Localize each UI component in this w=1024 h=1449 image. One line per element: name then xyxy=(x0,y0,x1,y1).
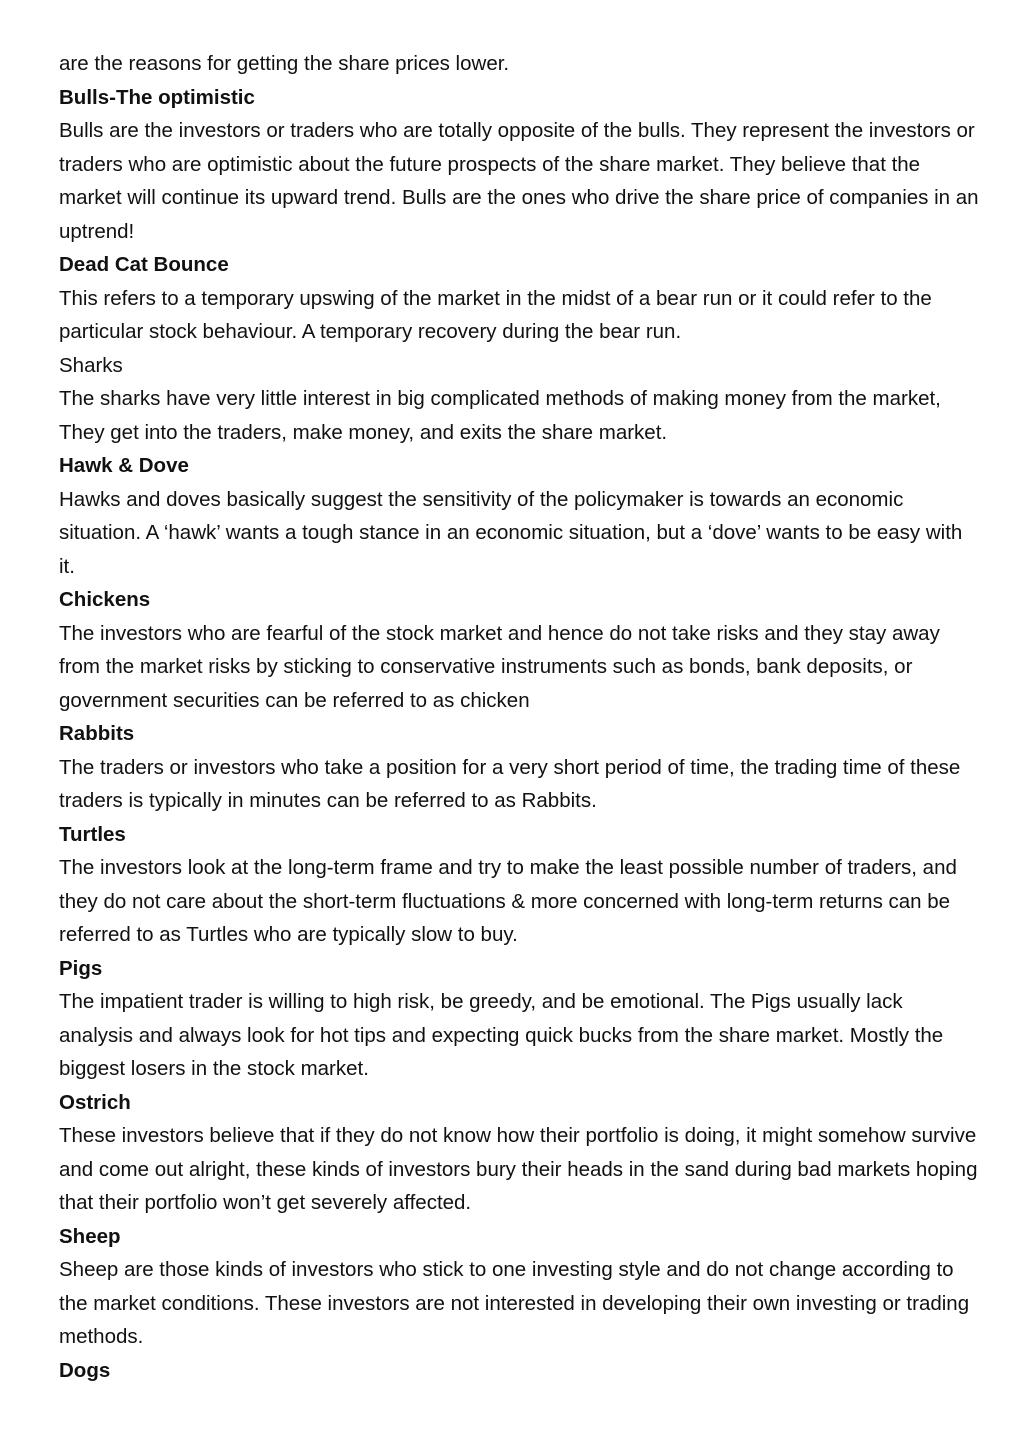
section-heading-chickens: Chickens xyxy=(59,588,151,611)
section-body-dead-cat-bounce: This refers to a temporary upswing of the market in the midst of a bear run or it could refer to the particular stock behaviour. A temporary recovery during the bear run. xyxy=(59,286,932,343)
section-heading-dogs: Dogs xyxy=(59,1358,111,1382)
section-body-sheep: Sheep are those kinds of investors who stick to one investing style and do not change according to the market conditions. These investors are not interested in developing their own investing or trading methods. xyxy=(59,1258,970,1348)
section-body-chickens: The investors who are fearful of the stock market and hence do not take risks and they stay away from the market risks by sticking to conservative instruments such as bonds, bank deposits, or government securities can be referred to as chicken xyxy=(59,621,940,712)
section-heading-dead-cat-bounce: Dead Cat Bounce xyxy=(59,253,229,276)
section-heading-turtles: Turtles xyxy=(59,822,126,846)
section-body-rabbits: The traders or investors who take a position for a very short period of time, the trading time of these traders is typically in minutes can be referred to as Rabbits. xyxy=(59,755,961,812)
section-body-pigs: The impatient trader is willing to high risk, be greedy, and be emotional. The Pigs usually lack analysis and always look for hot tips and expecting quick bucks from the share market. Mostly the biggest losers in the stock market. xyxy=(59,990,944,1080)
section-body-ostrich: These investors believe that if they do not know how their portfolio is doing, it might somehow survive and come out alright, these kinds of investors bury their heads in the sand during bad markets hoping that their portfolio won’t get severely affected. xyxy=(59,1124,978,1214)
section-heading-pigs: Pigs xyxy=(59,956,103,980)
section-heading-rabbits: Rabbits xyxy=(59,722,135,745)
section-heading-sheep: Sheep xyxy=(59,1224,121,1248)
section-body-sharks: The sharks have very little interest in big complicated methods of making money from the market, They get into the traders, make money, and exits the share market. xyxy=(59,387,941,444)
intro-text: are the reasons for getting the share prices lower. xyxy=(59,52,510,75)
section-body-hawk-dove: Hawks and doves basically suggest the sensitivity of the policymaker is towards an economic situation. A ‘hawk’ wants a tough stance in an economic situation, but a ‘dove’ wants to be easy with it. xyxy=(59,487,963,578)
section-body-bulls: Bulls are the investors or traders who are totally opposite of the bulls. They represent the investors or traders who are optimistic about the future prospects of the share market. They believe that the market will continue its upward trend. Bulls are the ones who drive the share price of companies in an uptrend! xyxy=(59,119,979,243)
document-page xyxy=(59,47,979,1387)
section-body-turtles: The investors look at the long-term frame and try to make the least possible number of traders, and they do not care about the short-term fluctuations & more concerned with long-term returns can be referred to as Turtles who are typically slow to buy. xyxy=(59,856,957,946)
section-heading-ostrich: Ostrich xyxy=(59,1090,131,1114)
section-heading-bulls: Bulls-The optimistic xyxy=(59,85,255,109)
section-heading-hawk-dove: Hawk & Dove xyxy=(59,454,189,477)
section-heading-sharks: Sharks xyxy=(59,353,123,377)
